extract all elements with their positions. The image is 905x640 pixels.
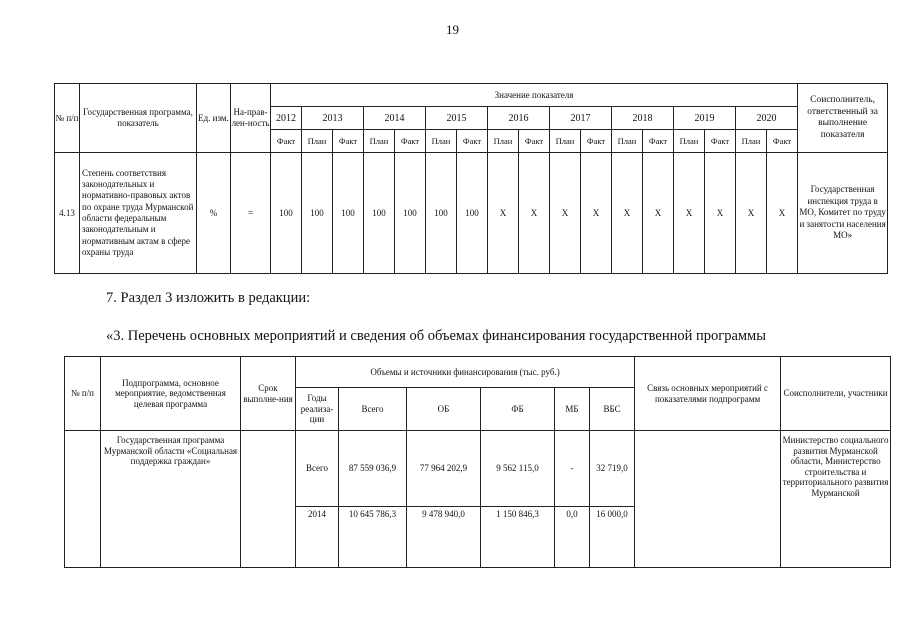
col-num-header: № п/п <box>65 357 101 431</box>
row-fb: 1 150 846,3 <box>481 507 555 568</box>
row-total: 10 645 786,3 <box>339 507 407 568</box>
col-term-header: Срок выполне-ния <box>241 357 296 431</box>
plan-header: План <box>426 130 457 153</box>
row-unit: % <box>197 153 231 274</box>
plan-header: План <box>550 130 581 153</box>
row-value: X <box>581 153 612 274</box>
row-value: X <box>519 153 550 274</box>
col-coexecutor-header: Соисполнитель, ответственный за выполнение показателя <box>798 84 888 153</box>
row-value: 100 <box>457 153 488 274</box>
row-value: 100 <box>395 153 426 274</box>
plan-header: План <box>302 130 333 153</box>
fact-header: Факт <box>581 130 612 153</box>
col-unit-header: Ед. изм. <box>197 84 231 153</box>
fact-header: Факт <box>333 130 364 153</box>
year-header: 2013 <box>302 107 364 130</box>
col-num-header: № п/п <box>55 84 80 153</box>
col-subprogram-header: Подпрограмма, основное мероприятие, ведомственная целевая программа <box>101 357 241 431</box>
row-value: X <box>550 153 581 274</box>
row-vbs: 32 719,0 <box>590 431 635 507</box>
table-row <box>55 153 888 274</box>
fact-header: Факт <box>395 130 426 153</box>
col-mb-header: МБ <box>555 388 590 431</box>
row-direction: = <box>231 153 271 274</box>
col-direction-header: На-прав-лен-ность <box>231 84 271 153</box>
row-coexecutor: Государственная инспекция труда в МО, Комитет по труду и занятости населения МО» <box>798 153 888 274</box>
year-header: 2019 <box>674 107 736 130</box>
table-row <box>65 431 891 507</box>
year-header: 2015 <box>426 107 488 130</box>
row-value: X <box>705 153 736 274</box>
row-term <box>241 431 296 568</box>
year-header: 2020 <box>736 107 798 130</box>
col-years-header: Годы реализа-ции <box>296 388 339 431</box>
year-header: 2016 <box>488 107 550 130</box>
plan-header: План <box>674 130 705 153</box>
row-value: 100 <box>364 153 395 274</box>
plan-header: План <box>364 130 395 153</box>
page-number: 19 <box>446 22 459 37</box>
row-name: Степень соответствия законодательных и нормативно-правовых актов по охране труда Мурманской области федеральным законодательным и нормативным актам в сфере охраны труда <box>80 153 197 274</box>
funding-group-header: Объемы и источники финансирования (тыс. руб.) <box>296 357 635 388</box>
plan-header: План <box>488 130 519 153</box>
fact-header: Факт <box>271 130 302 153</box>
row-mb: 0,0 <box>555 507 590 568</box>
funding-table <box>64 356 891 568</box>
row-total: 87 559 036,9 <box>339 431 407 507</box>
row-value: X <box>736 153 767 274</box>
row-program-name: Государственная программа Мурманской области «Социальная поддержка граждан» <box>101 431 241 568</box>
year-header: 2018 <box>612 107 674 130</box>
fact-header: Факт <box>519 130 550 153</box>
fact-header: Факт <box>705 130 736 153</box>
row-value: 100 <box>302 153 333 274</box>
row-coexecutors: Министерство социального развития Мурманской области, Министерство строительства и территориального развития Мурманской <box>781 431 891 568</box>
row-num <box>65 431 101 568</box>
col-program-header: Государственная программа, показатель <box>80 84 197 153</box>
row-value: X <box>488 153 519 274</box>
year-header: 2012 <box>271 107 302 130</box>
col-coexecutors-header: Соисполнители, участники <box>781 357 891 431</box>
col-link-header: Связь основных мероприятий с показателями подпрограмм <box>635 357 781 431</box>
year-header: 2014 <box>364 107 426 130</box>
fact-header: Факт <box>767 130 798 153</box>
row-value: 100 <box>426 153 457 274</box>
row-year: Всего <box>296 431 339 507</box>
plan-header: План <box>612 130 643 153</box>
indicator-table <box>54 83 888 274</box>
plan-header: План <box>736 130 767 153</box>
row-ob: 77 964 202,9 <box>407 431 481 507</box>
row-link <box>635 431 781 568</box>
row-mb: - <box>555 431 590 507</box>
row-value: X <box>612 153 643 274</box>
row-value: X <box>767 153 798 274</box>
row-value: 100 <box>271 153 302 274</box>
fact-header: Факт <box>457 130 488 153</box>
col-ob-header: ОБ <box>407 388 481 431</box>
col-total-header: Всего <box>339 388 407 431</box>
paragraph-section-3-title: «3. Перечень основных мероприятий и сведения об объемах финансирования государственной программы <box>106 328 766 344</box>
row-year: 2014 <box>296 507 339 568</box>
row-fb: 9 562 115,0 <box>481 431 555 507</box>
row-value: X <box>643 153 674 274</box>
paragraph-section-7: 7. Раздел 3 изложить в редакции: <box>106 290 311 306</box>
row-num: 4.13 <box>55 153 80 274</box>
value-group-header: Значение показателя <box>271 84 798 107</box>
col-fb-header: ФБ <box>481 388 555 431</box>
year-header: 2017 <box>550 107 612 130</box>
row-value: X <box>674 153 705 274</box>
row-value: 100 <box>333 153 364 274</box>
fact-header: Факт <box>643 130 674 153</box>
col-vbs-header: ВБС <box>590 388 635 431</box>
row-ob: 9 478 940,0 <box>407 507 481 568</box>
row-vbs: 16 000,0 <box>590 507 635 568</box>
